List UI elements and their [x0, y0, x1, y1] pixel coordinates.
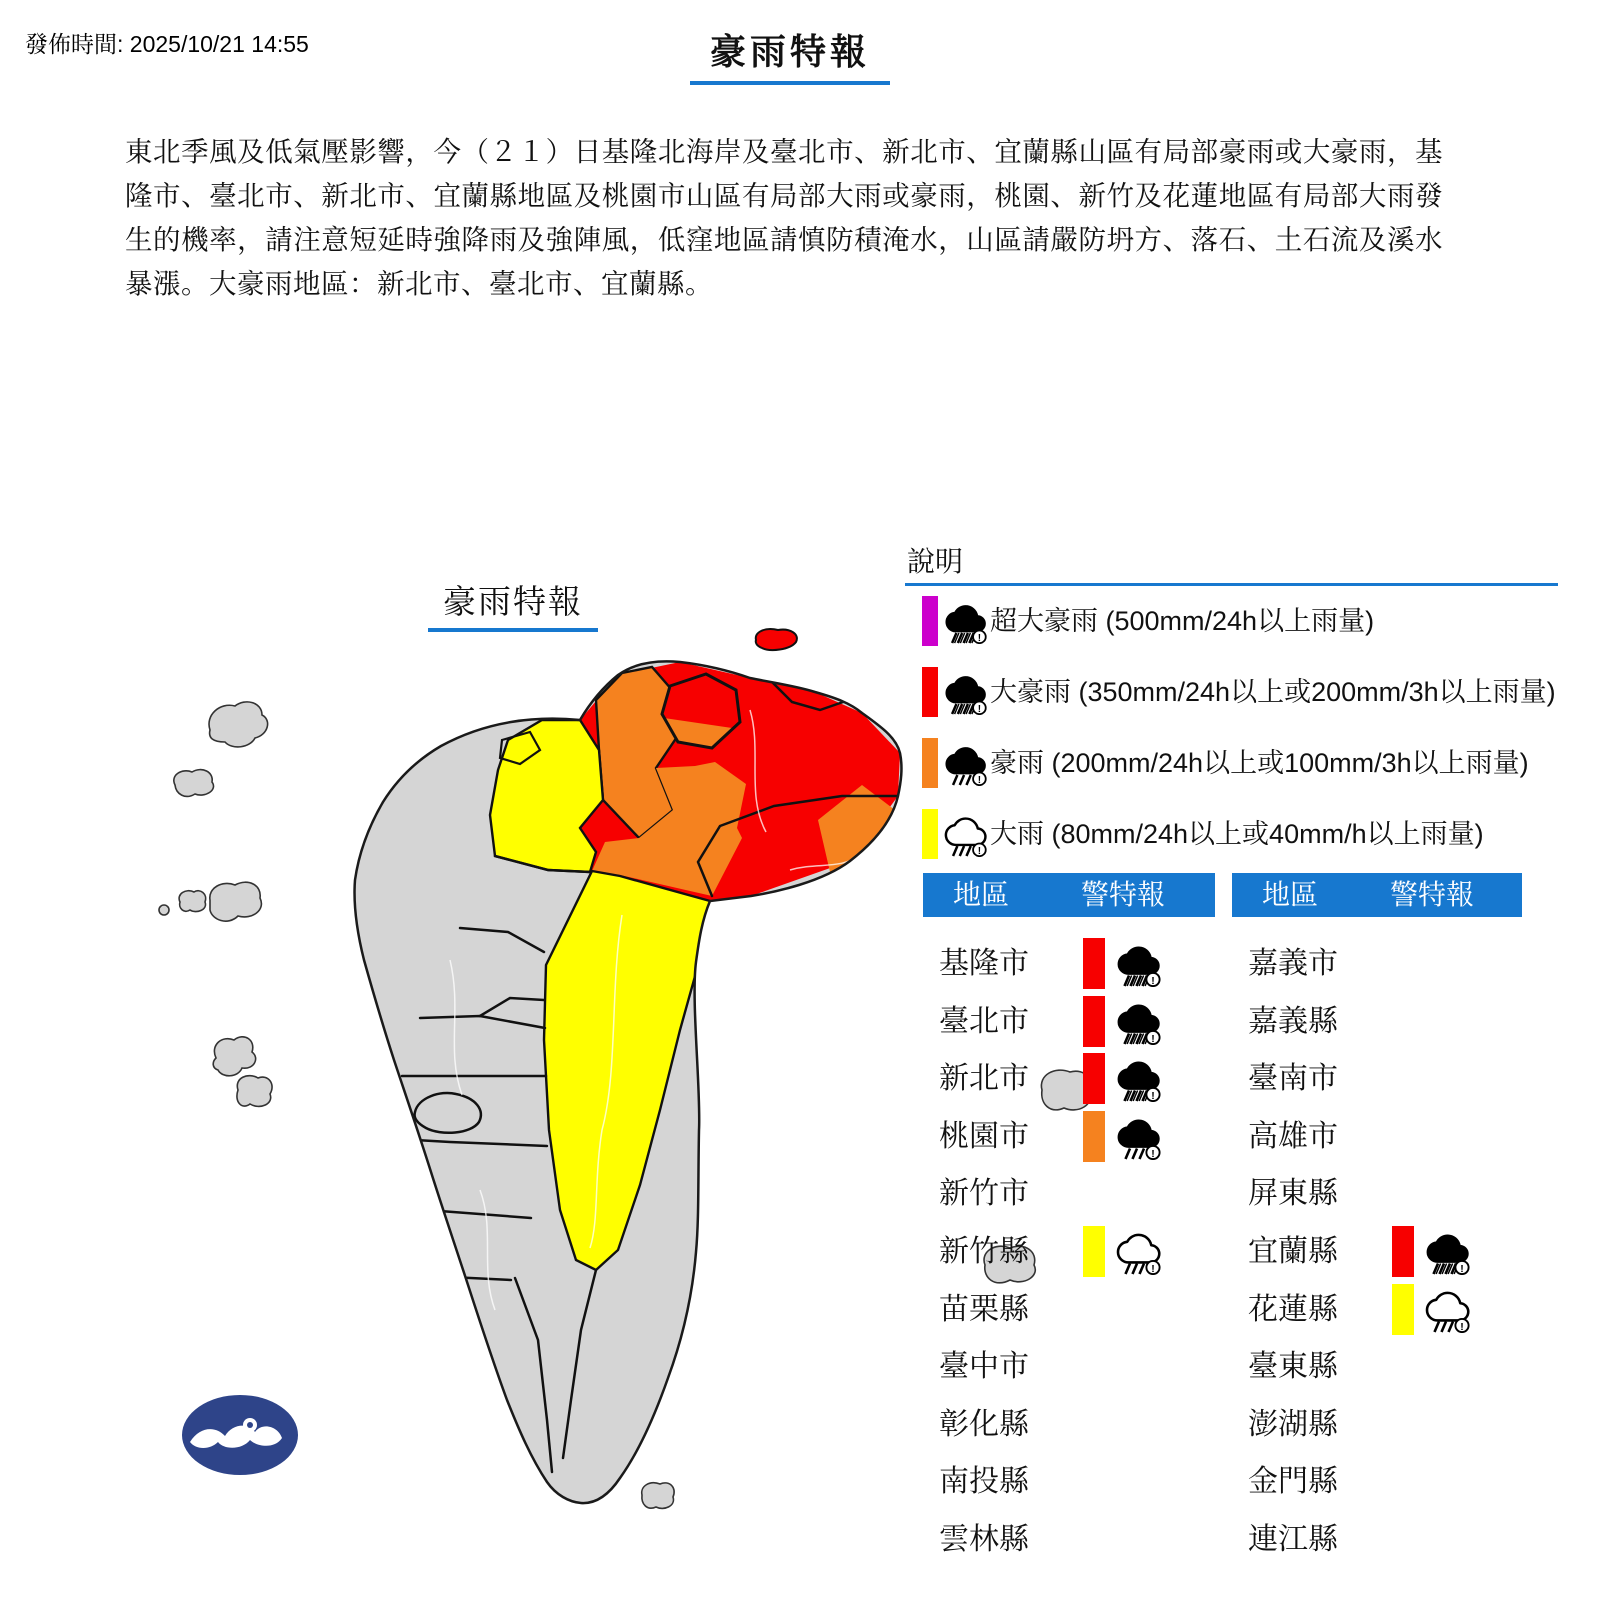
svg-text:!: ! — [1151, 974, 1155, 987]
svg-text:!: ! — [1460, 1320, 1464, 1333]
table-row — [923, 1281, 1215, 1339]
warning-swatch — [1083, 1226, 1105, 1277]
table-row — [923, 1338, 1215, 1396]
table-row — [923, 1108, 1215, 1166]
table-row — [923, 1396, 1215, 1454]
svg-text:!: ! — [977, 774, 982, 786]
svg-text:!: ! — [1460, 1262, 1464, 1275]
table-row — [923, 993, 1215, 1051]
header-warning: 警特報 — [1390, 879, 1475, 910]
region-name: 基隆市 — [939, 947, 1029, 980]
table-row — [1232, 1165, 1522, 1223]
rain-cloud-outline-icon — [943, 811, 989, 857]
region-name: 嘉義市 — [1248, 947, 1338, 980]
svg-text:!: ! — [977, 845, 982, 857]
warning-zone-yellow-hsinchu — [490, 720, 603, 872]
table-row — [923, 1165, 1215, 1223]
red-swatch — [922, 667, 938, 717]
table-row — [1232, 1050, 1522, 1108]
table-row — [923, 1223, 1215, 1281]
region-name: 嘉義縣 — [1248, 1004, 1338, 1038]
table-row — [1232, 935, 1522, 993]
yellow-swatch — [922, 809, 938, 859]
table-row — [1232, 1108, 1522, 1166]
advisory-paragraph: 東北季風及低氣壓影響，今（２１）日基隆北海岸及臺北市、新北市、宜蘭縣山區有局部豪雨或大豪雨，基隆市、臺北市、新北市、宜蘭縣地區及桃園市山區有局部大雨或豪雨，桃園、新竹及花蓮地區有局部大雨發生的機率，請注意短延時強降雨及強陣風，低窪地區請慎防積淹水，山區請嚴防坍方、落石、土石流及溪水暴漲。大豪雨地區：新北市、臺北市、宜蘭縣。 — [125, 136, 1443, 299]
guishan-islet — [756, 629, 797, 650]
legend-label: 超大豪雨 (500mm/24h以上雨量) — [990, 606, 1375, 636]
warning-table-west — [923, 873, 1215, 1573]
map-title: 豪雨特報 — [428, 576, 598, 632]
penghu-islands — [159, 702, 272, 1107]
region-name: 雲林縣 — [939, 1523, 1029, 1556]
storm-cloud-heavy-icon — [943, 669, 989, 715]
publish-time: 發佈時間: 2025/10/21 14:55 — [25, 31, 309, 57]
cwa-logo — [182, 1395, 298, 1475]
svg-text:!: ! — [1151, 1089, 1155, 1102]
legend-item-extreme-torrential — [905, 595, 1565, 647]
table-row — [923, 1050, 1215, 1108]
header-region: 地區 — [1262, 879, 1319, 910]
header-region: 地區 — [953, 879, 1010, 910]
legend-item-heavy-rain — [905, 808, 1565, 860]
region-name: 澎湖縣 — [1248, 1407, 1338, 1441]
region-name: 高雄市 — [1248, 1119, 1338, 1153]
table-row — [923, 935, 1215, 993]
rain-cloud-outline-icon — [1115, 1227, 1163, 1275]
region-name: 桃園市 — [939, 1119, 1029, 1153]
region-name: 屏東縣 — [1248, 1177, 1338, 1211]
rain-cloud-outline-icon — [1424, 1285, 1472, 1333]
region-name: 新北市 — [939, 1062, 1029, 1096]
svg-text:!: ! — [1151, 1147, 1155, 1160]
svg-text:!: ! — [977, 632, 982, 644]
storm-cloud-heavy-icon — [1115, 997, 1163, 1045]
region-name: 臺中市 — [939, 1350, 1029, 1384]
table-row — [923, 1511, 1215, 1569]
svg-text:!: ! — [977, 703, 982, 715]
legend-title: 說明 — [907, 546, 964, 577]
storm-cloud-heavy-icon — [943, 598, 989, 644]
storm-cloud-heavy-icon — [1115, 1054, 1163, 1102]
region-name: 金門縣 — [1248, 1465, 1338, 1499]
region-name: 南投縣 — [939, 1465, 1029, 1499]
warning-swatch — [1083, 996, 1105, 1047]
page-title: 豪雨特報 — [690, 24, 890, 85]
storm-cloud-icon — [943, 740, 989, 786]
warning-swatch — [1392, 1226, 1414, 1277]
warning-swatch — [1083, 1053, 1105, 1104]
warning-swatch — [1392, 1284, 1414, 1335]
orange-swatch — [922, 738, 938, 788]
legend-label: 大豪雨 (350mm/24h以上或200mm/3h以上雨量) — [990, 677, 1556, 707]
magenta-swatch — [922, 596, 938, 646]
region-name: 臺東縣 — [1248, 1350, 1338, 1384]
region-name: 新竹縣 — [939, 1235, 1029, 1268]
region-name: 臺北市 — [939, 1004, 1029, 1038]
region-name: 連江縣 — [1248, 1523, 1338, 1556]
region-name: 臺南市 — [1248, 1062, 1338, 1096]
legend — [905, 595, 1565, 875]
table-row — [1232, 1338, 1522, 1396]
warning-table-east — [1232, 873, 1522, 1573]
warning-swatch — [1083, 938, 1105, 989]
svg-text:!: ! — [1151, 1262, 1155, 1275]
table-header — [1232, 873, 1522, 917]
table-row — [1232, 993, 1522, 1051]
table-row — [923, 1453, 1215, 1511]
header-warning: 警特報 — [1081, 879, 1166, 910]
region-name: 宜蘭縣 — [1248, 1235, 1338, 1268]
table-row — [1232, 1511, 1522, 1569]
storm-cloud-icon — [1115, 1112, 1163, 1160]
table-header — [923, 873, 1215, 917]
table-row — [1232, 1396, 1522, 1454]
svg-text:!: ! — [1151, 1032, 1155, 1045]
region-name: 新竹市 — [939, 1177, 1029, 1211]
legend-item-torrential — [905, 737, 1565, 789]
legend-label: 豪雨 (200mm/24h以上或100mm/3h以上雨量) — [990, 748, 1529, 778]
legend-item-heavy-torrential — [905, 666, 1565, 718]
warning-swatch — [1083, 1111, 1105, 1162]
storm-cloud-heavy-icon — [1424, 1227, 1472, 1275]
storm-cloud-heavy-icon — [1115, 939, 1163, 987]
region-name: 彰化縣 — [939, 1407, 1029, 1441]
table-row — [1232, 1281, 1522, 1339]
table-row — [1232, 1223, 1522, 1281]
legend-rule — [905, 583, 1558, 586]
legend-label: 大雨 (80mm/24h以上或40mm/h以上雨量) — [990, 819, 1484, 849]
table-row — [1232, 1453, 1522, 1511]
region-name: 苗栗縣 — [939, 1292, 1029, 1326]
region-name: 花蓮縣 — [1248, 1292, 1338, 1326]
